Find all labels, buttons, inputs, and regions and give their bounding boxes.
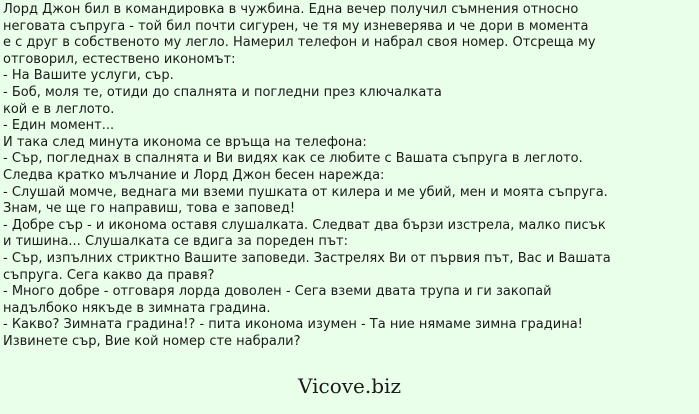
text-line: Извинете сър, Вие кой номер сте набрали? (3, 333, 301, 349)
text-line: и тишина... Слушалката се вдига за пореден път: (3, 234, 348, 250)
text-line: - Добре сър - и иконома оставя слушалката. Следват два бързи изстрела, малко писък (3, 217, 606, 233)
text-line: - Много добре - отговаря лорда доволен - Сега вземи двата трупа и ги закопай (3, 284, 552, 300)
joke-text (3, 2, 693, 350)
text-line: И така след минута иконома се връща на телефона: (3, 134, 367, 150)
text-line: неговата съпруга - той бил почти сигурен, че тя му изневерява и че дори в момента (3, 18, 589, 34)
text-line: съпруга. Сега какво да правя? (3, 267, 215, 283)
text-line: Знам, че ще го направиш, това е заповед! (3, 201, 296, 217)
text-line: Следва кратко мълчание и Лорд Джон бесен нарежда: (3, 167, 385, 183)
text-line: Лорд Джон бил в командировка в чужбина. Една вечер получил съмнения относно (3, 2, 579, 17)
site-watermark: Vicove.biz (298, 374, 401, 398)
text-line: кой е в леглото. (3, 101, 115, 117)
text-line: - На Вашите услуги, сър. (3, 68, 174, 84)
text-line: е с друг в собственото му легло. Намерил телефон и набрал своя номер. Отсреща му (3, 35, 596, 51)
text-line: - Какво? Зимната градина!? - пита иконома изумен - Та ние нямаме зимна градина! (3, 317, 583, 333)
text-line: - Слушай момче, веднага ми вземи пушката от килера и ме убий, мен и моята съпруга. (3, 184, 608, 200)
text-line: отговорил, естествено икономът: (3, 51, 236, 67)
text-line: - Сър, погледнах в спалнята и Ви видях как се любите с Вашата съпруга в леглото. (3, 151, 583, 167)
text-line: - Боб, моля те, отиди до спалнята и погледни през ключалката (3, 84, 442, 100)
text-line: надълбоко някъде в зимната градина. (3, 300, 271, 316)
text-line: - Сър, изпълних стриктно Вашите заповеди. Застрелях Ви от първия път, Вас и Вашата (3, 250, 611, 266)
text-line: - Един момент... (3, 118, 115, 134)
